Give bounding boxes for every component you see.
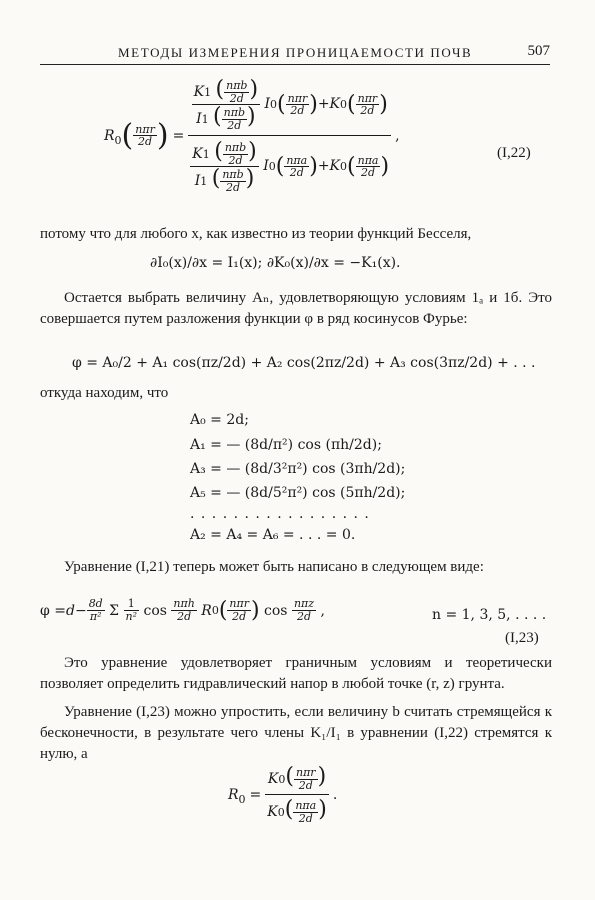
coefficient-a3: A₃ = — (8d/3²π²) cos (3πh/2d);	[190, 461, 406, 477]
equation-i23: φ = d − $\frac{8d}{\text{π²}}$ Σ $\frac{1}{\text{n²}}$ cos $\frac{\text{nπh}}{2d}$ R 0 ( $\frac{\text{nπr}}{2d}$ ) cos $\frac{\text{nπz}}{2d}$ ,	[40, 597, 325, 623]
fourier-series: φ = A₀/2 + A₁ cos(πz/2d) + A₂ cos(2πz/2d) + A₃ cos(3πz/2d) + . . .	[72, 355, 536, 371]
running-header	[40, 42, 550, 65]
equation-number-i22: (I,22)	[497, 145, 531, 161]
page-number: 507	[527, 43, 550, 59]
coefficient-a0: A₀ = 2d;	[190, 412, 249, 428]
paragraph-i21: Уравнение (I,21) теперь может быть написано в следующем виде:	[64, 559, 484, 575]
equation-r0-limit: R 0 = K0( $\frac{\text{nπr}}{2d}$ ) K0( $\frac{\text{nπa}}{2d}$ ) .	[228, 764, 338, 825]
equation-number-i23: (I,23)	[505, 630, 539, 646]
equation-i23-n-values: n = 1, 3, 5, . . . .	[432, 607, 547, 623]
header-title: МЕТОДЫ ИЗМЕРЕНИЯ ПРОНИЦАЕМОСТИ ПОЧВ	[118, 45, 473, 60]
coefficient-a1: A₁ = — (8d/π²) cos (πh/2d);	[190, 437, 382, 453]
paragraph-fourier-intro: Остается выбрать величину Aₙ, удовлетворяющую условиям 1ₐ и 1б. Это совершается путем разложения функции φ в ряд косинусов Фурье:	[40, 290, 552, 327]
equation-i22: R 0 ( $\frac{\text{nπr}}{2d}$ ) = K1 ( $\frac{\text{nπb}}{2d}$ ) I1 ( $\frac{\text{nπb}}{2d}$ ) I 0 ( $\frac{\text{nπr}}{2d}$ ) + K 0 ( $\frac{\text{nπr}}{2d}$ ) K1 ( $\frac{\text{nπb}}{2d}$ ) I1 ( $\frac{\text{nπb}}{2d}$ ) I 0 ( $\frac{\text{nπa}}{2d}$ ) + K 0 ( $\frac{\text{nπa}}{2d}$ ) ,	[104, 77, 400, 194]
paragraph-simplify: Уравнение (I,23) можно упростить, если величину b считать стремящейся к бесконечности, в результате чего члены K₁/I₁ в уравнении (I,22) стремятся к нулю, а	[40, 704, 552, 762]
coefficient-dots: . . . . . . . . . . . . . . . . .	[190, 506, 370, 522]
paragraph-find: откуда находим, что	[40, 385, 169, 401]
coefficient-even: A₂ = A₄ = A₆ = . . . = 0.	[190, 527, 356, 543]
paragraph-bessel-intro: потому что для любого x, как известно из теории функций Бесселя,	[40, 226, 472, 242]
bessel-derivatives: ∂I₀(x)/∂x = I₁(x); ∂K₀(x)/∂x = −K₁(x).	[150, 255, 401, 271]
paragraph-boundary: Это уравнение удовлетворяет граничным условиям и теоретически позволяет определить гидравлический напор в любой точке (r, z) грунта.	[40, 655, 552, 692]
coefficient-a5: A₅ = — (8d/5²π²) cos (5πh/2d);	[190, 485, 406, 501]
